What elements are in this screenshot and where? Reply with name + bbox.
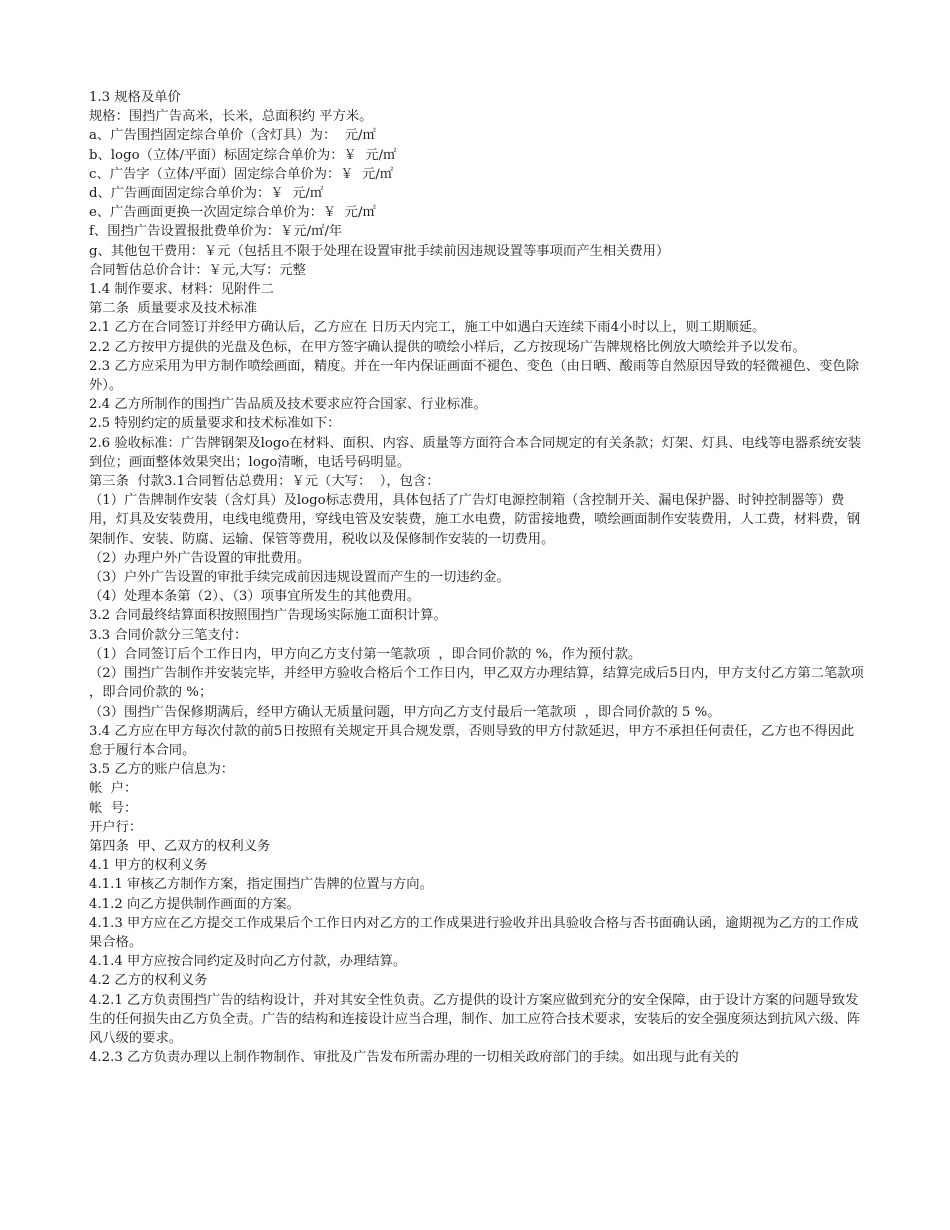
- price-item-c: c、广告字（立体/平面）固定综合单价为：￥ 元/㎡: [89, 166, 394, 182]
- article-3-heading: 第三条 付款3.1合同暂估总费用：￥元（大写： ），包含：: [89, 474, 440, 490]
- clause-2-6: 2.6 验收标准：广告牌钢架及logo在材料、面积、内容、质量等方面符合本合同规定的有关条款；灯架、灯具、电线等电器系统安装到位；画面整体效果突出；logo清晰，电话号码明显。: [89, 435, 862, 470]
- clause-3-2: 3.2 合同最终结算面积按照围挡广告现场实际施工面积计算。: [89, 608, 447, 624]
- installment-1: （1）合同签订后个工作日内，甲方向乙方支付第一笔款项 ，即合同价款的 %，作为预付款。: [89, 646, 642, 662]
- clause-4-1: 4.1 甲方的权利义务: [89, 858, 208, 874]
- payment-item-2: （2）办理户外广告设置的审批费用。: [89, 550, 311, 566]
- document-body: [89, 88, 873, 1067]
- clause-4-1-3: 4.1.3 甲方应在乙方提交工作成果后个工作日内对乙方的工作成果进行验收并出具验收合格与否书面确认函，逾期视为乙方的工作成果合格。: [89, 915, 859, 950]
- account-number-line: 帐 号：: [89, 800, 138, 816]
- price-item-g: g、其他包干费用：￥元（包括且不限于处理在设置审批手续前因违规设置等事项而产生相关费用）: [89, 243, 670, 259]
- clause-4-2-3: 4.2.3 乙方负责办理以上制作物制作、审批及广告发布所需办理的一切相关政府部门的手续。如出现与此有关的: [89, 1050, 739, 1066]
- price-item-d: d、广告画面固定综合单价为：￥ 元/㎡: [89, 186, 324, 202]
- price-item-f: f、围挡广告设置报批费单价为：￥元/㎡/年: [89, 224, 343, 240]
- clause-2-5: 2.5 特别约定的质量要求和技术标准如下：: [89, 416, 341, 432]
- total-estimate-line: 合同暂估总价合计：￥元,大写：元整: [89, 262, 306, 278]
- price-item-a: a、广告围挡固定综合单价（含灯具）为： 元/㎡: [89, 128, 376, 144]
- clause-2-3: 2.3 乙方应采用为甲方制作喷绘画面，精度。并在一年内保证画面不褪色、变色（由日晒、酸雨等自然原因导致的轻微褪色、变色除外）。: [89, 358, 859, 394]
- price-item-b: b、logo（立体/平面）标固定综合单价为：￥ 元/㎡: [89, 147, 397, 163]
- payment-item-4: （4）处理本条第（2）、（3）项事宜所发生的其他费用。: [89, 589, 421, 605]
- clause-4-1-1: 4.1.1 审核乙方制作方案，指定围挡广告牌的位置与方向。: [89, 877, 433, 893]
- clause-4-1-2: 4.1.2 向乙方提供制作画面的方案。: [89, 896, 300, 912]
- clause-4-2-1: 4.2.1 乙方负责围挡广告的结构设计，并对其安全性负责。乙方提供的设计方案应做到充分的安全保障，由于设计方案的问题导致发生的任何损失由乙方负全责。广告的结构和连接设计应当合理，制作、加工应符合技术要求，安装后的安全强度须达到抗风六级、阵风八级的要求。: [89, 992, 861, 1046]
- clause-4-1-4: 4.1.4 甲方应按合同约定及时向乙方付款，办理结算。: [89, 954, 407, 970]
- section-1-3-heading: 1.3 规格及单价: [89, 90, 181, 105]
- clause-3-3: 3.3 合同价款分三笔支付：: [89, 627, 248, 643]
- bank-line: 开户行：: [89, 819, 143, 835]
- article-2-heading: 第二条 质量要求及技术标准: [89, 301, 258, 317]
- account-name-line: 帐 户：: [89, 781, 138, 797]
- price-item-e: e、广告画面更换一次固定综合单价为：￥ 元/㎡: [89, 205, 376, 221]
- section-1-4-heading: 1.4 制作要求、材料：见附件二: [89, 282, 274, 298]
- clause-3-4: 3.4 乙方应在甲方每次付款的前5日按照有关规定开具合规发票，否则导致的甲方付款延迟，甲方不承担任何责任，乙方也不得因此怠于履行本合同。: [89, 723, 855, 758]
- clause-2-4: 2.4 乙方所制作的围挡广告品质及技术要求应符合国家、行业标准。: [89, 397, 487, 413]
- payment-item-1: （1）广告牌制作安装（含灯具）及logo标志费用，具体包括了广告灯电源控制箱（含控制开关、漏电保护器、时钟控制器等）费用，灯具及安装费用，电线电缆费用，穿线电管及安装费，施工水电费，防雷接地费，喷绘画面制作安装费用，人工费，材料费，钢架制作、安装、防腐、运输、保管等费用，税收以及保修制作安装的一切费用。: [89, 493, 861, 547]
- installment-3: （3）围挡广告保修期满后，经甲方确认无质量问题，甲方向乙方支付最后一笔款项 ，即合同价款的 5 %。: [89, 704, 721, 720]
- clause-2-2: 2.2 乙方按甲方提供的光盘及色标，在甲方签字确认提供的喷绘小样后，乙方按现场广告牌规格比例放大喷绘并予以发布。: [89, 339, 806, 355]
- clause-2-1: 2.1 乙方在合同签订并经甲方确认后，乙方应在 日历天内完工，施工中如遇白天连续下雨4小时以上，则工期顺延。: [89, 320, 766, 336]
- payment-item-3: （3）户外广告设置的审批手续完成前因违规设置而产生的一切违约金。: [89, 570, 510, 586]
- installment-2: （2）围挡广告制作并安装完毕，并经甲方验收合格后个工作日内，甲乙双方办理结算，结算完成后5日内，甲方支付乙方第二笔款项 ，即合同价款的 %；: [89, 666, 873, 701]
- clause-4-2: 4.2 乙方的权利义务: [89, 973, 208, 989]
- article-4-heading: 第四条 甲、乙双方的权利义务: [89, 838, 271, 854]
- clause-3-5: 3.5 乙方的账户信息为：: [89, 762, 235, 778]
- spec-line: 规格：围挡广告高米，长米，总面积约 平方米。: [89, 109, 373, 125]
